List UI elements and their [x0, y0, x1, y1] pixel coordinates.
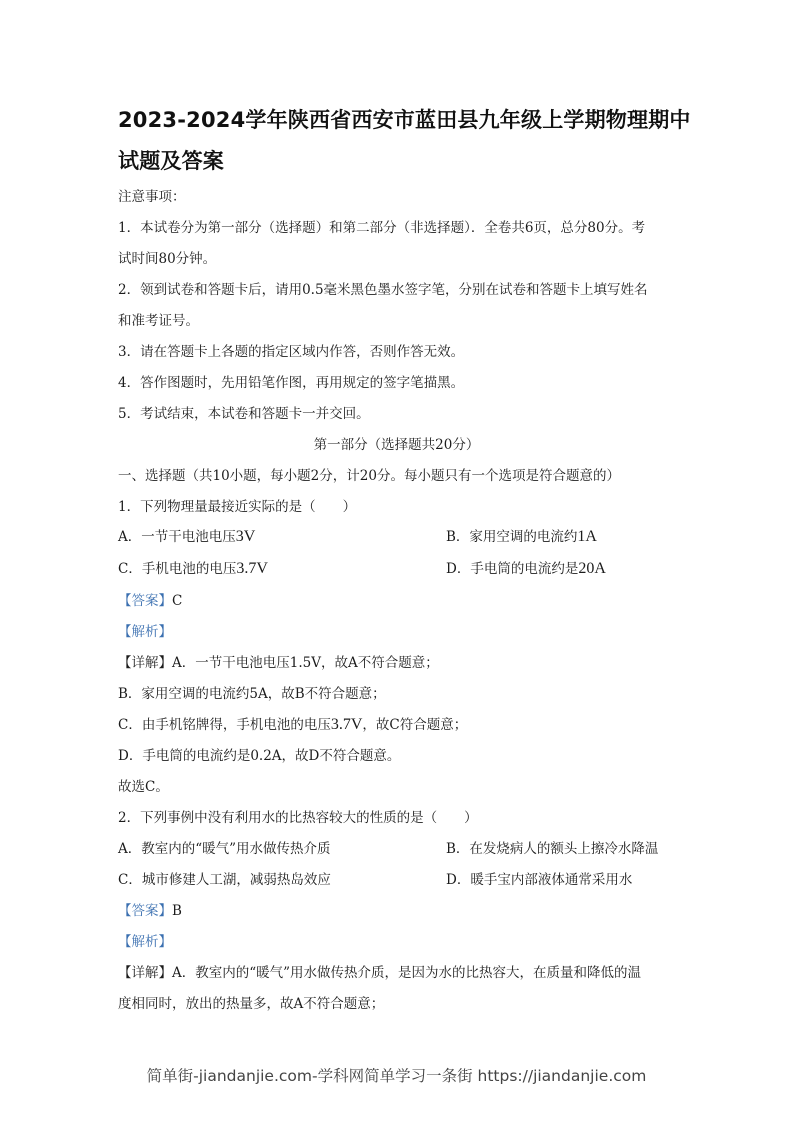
- notice-item: 4．答作图题时，先用铅笔作图，再用规定的签字笔描黑。: [118, 375, 465, 391]
- notice-item: 3．请在答题卡上各题的指定区域内作答，否则作答无效。: [118, 344, 465, 360]
- question-1-option-c: [118, 560, 268, 578]
- section-heading: 一、选择题（共10小题，每小题2分，计20分。每小题只有一个选项是符合题意的）: [118, 468, 620, 484]
- notice-item: 5．考试结束，本试卷和答题卡一并交回。: [118, 406, 370, 422]
- detail-text: C．由手机铭牌得，手机电池的电压: [118, 717, 331, 733]
- question-2-stem: 2．下列事例中没有利用水的比热容较大的性质的是（ ）: [118, 810, 478, 826]
- option-value: 1A: [577, 528, 597, 545]
- question-2-analysis-tag: 【解析】: [118, 934, 172, 950]
- detail-text: ，故C符合题意；: [362, 717, 468, 733]
- option-value: 3V: [235, 528, 256, 545]
- site-watermark-footer: 简单街-jiandanjie.com-学科网简单学习一条街 https://jiandanjie.com: [146, 1067, 647, 1085]
- notice-item: 和准考证号。: [118, 313, 199, 329]
- answer-value: B: [172, 903, 182, 919]
- question-1-option-d: [446, 560, 606, 578]
- document-title-line1: 2023-2024学年陕西省西安市蓝田县九年级上学期物理期中: [118, 108, 691, 132]
- question-1-detail: 【详解】A．一节干电池电压1.5V，故A不符合题意；: [118, 655, 439, 671]
- notice-item: 2．领到试卷和答题卡后，请用0.5毫米黑色墨水签字笔，分别在试卷和答题卡上填写姓名: [118, 282, 648, 298]
- option-text: C．手机电池的电压: [118, 561, 237, 577]
- answer-tag: 【答案】: [118, 903, 172, 919]
- question-2-detail: 【详解】A．教室内的“暖气”用水做传热介质，是因为水的比热容大，在质量和降低的温: [118, 965, 642, 981]
- option-text: B．家用空调的电流约: [446, 529, 578, 545]
- question-1-conclusion: 故选C。: [118, 779, 169, 795]
- notice-heading: 注意事项：: [118, 189, 186, 205]
- question-1-stem: 1．下列物理量最接近实际的是（ ）: [118, 499, 357, 515]
- option-text: A．一节干电池电压: [118, 529, 236, 545]
- question-1-answer: [118, 592, 182, 610]
- question-1-analysis-tag: 【解析】: [118, 624, 172, 640]
- answer-tag: 【答案】: [118, 593, 172, 609]
- detail-value: 3.7V: [330, 716, 363, 733]
- notice-item: 1．本试卷分为第一部分（选择题）和第二部分（非选择题）．全卷共6页，总分80分。考: [118, 220, 646, 236]
- question-2-option-d: D．暖手宝内部液体通常采用水: [446, 872, 633, 888]
- question-1-option-b: [446, 528, 597, 546]
- question-2-option-c: C．城市修建人工湖，减弱热岛效应: [118, 872, 331, 888]
- question-2-option-a: A．教室内的“暖气”用水做传热介质: [118, 841, 331, 857]
- question-2-detail: 度相同时，放出的热量多，故A不符合题意；: [118, 996, 385, 1012]
- option-text: D．手电筒的电流约是: [446, 561, 579, 577]
- document-title-line2: 试题及答案: [118, 149, 224, 173]
- option-value: 20A: [578, 560, 606, 577]
- question-1-detail: B．家用空调的电流约5A，故B不符合题意；: [118, 686, 386, 702]
- notice-item: 试时间80分钟。: [118, 251, 217, 267]
- part1-heading: 第一部分（选择题共20分）: [313, 437, 480, 453]
- question-1-option-a: [118, 528, 255, 546]
- answer-value: C: [172, 593, 183, 609]
- question-1-detail: [118, 716, 467, 734]
- question-2-answer: [118, 902, 182, 920]
- question-1-detail: D．手电筒的电流约是0.2A，故D不符合题意。: [118, 748, 401, 764]
- question-2-option-b: B．在发烧病人的额头上擦冷水降温: [446, 841, 659, 857]
- option-value: 3.7V: [236, 560, 268, 577]
